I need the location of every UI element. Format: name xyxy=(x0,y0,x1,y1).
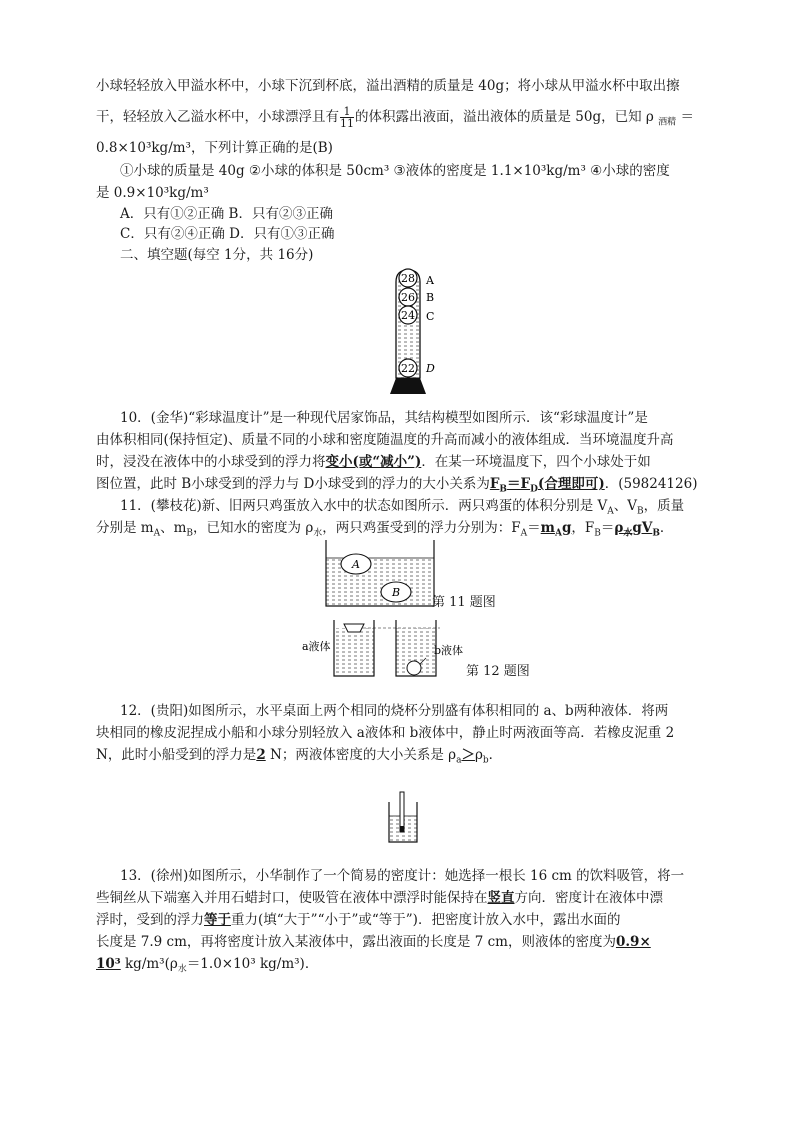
figure-eggs-in-water xyxy=(320,538,440,610)
answer-blank: 0.9× xyxy=(615,934,651,950)
subscript: B xyxy=(637,506,644,517)
copper-wire xyxy=(400,826,404,832)
ball-a-number: 28 xyxy=(401,272,415,285)
q10-line4-text: 图位置，此时 B小球受到的浮力与 D小球受到的浮力的大小关系为 xyxy=(96,476,490,492)
text: ，两只鸡蛋受到的浮力分别为：F xyxy=(322,520,521,536)
q11-line1-tail: ，质量 xyxy=(643,498,685,514)
text: ＝1.0×10³ kg/m³)． xyxy=(186,956,319,972)
text: 些铜丝从下端塞入并用石蜡封口，使吸管在液体中漂浮时能保持在 xyxy=(96,890,488,906)
subscript: 水 xyxy=(177,964,187,975)
subscript: B xyxy=(186,528,194,539)
q9-line2-text: 干，轻轻放入乙溢水杯中，小球漂浮且有 xyxy=(96,109,339,125)
q10-line4-text-b: ．(59824126) xyxy=(604,476,698,492)
q13-line5 xyxy=(96,954,318,980)
answer-blank: 2 xyxy=(256,747,266,763)
answer-blank: 竖直 xyxy=(487,890,515,906)
text: 方向．密度计在液体中漂 xyxy=(514,890,663,906)
label-b: B xyxy=(426,291,435,304)
q9-options-ab: A．只有①②正确 B．只有②③正确 xyxy=(120,206,333,222)
q10-line3 xyxy=(96,452,651,472)
figure-ball-thermometer xyxy=(380,268,450,398)
text: ＝ xyxy=(600,520,615,536)
subscript: 水 xyxy=(313,528,323,539)
text: N，此时小船受到的浮力是 xyxy=(96,747,257,763)
q13-line1: 13．(徐州)如图所示，小华制作了一个简易的密度计：她选择一根长 16 cm 的饮料吸管，将一 xyxy=(120,868,685,884)
label-a-liquid: a液体 xyxy=(302,640,331,653)
base xyxy=(390,378,426,394)
text: 重力(填“大于”“小于”或“等于”)．把密度计放入水中，露出水面的 xyxy=(231,912,621,928)
q11-line1-mid: 、V xyxy=(613,498,638,514)
label-b-liquid: b液体 xyxy=(434,644,464,657)
q11-line1-text: 11．(攀枝花)新、旧两只鸡蛋放入水中的状态如图所示．两只鸡蛋的体积分别是 V xyxy=(120,498,608,514)
answer-blank: ＞ xyxy=(461,747,475,763)
q9-line2-text-b: 的体积露出液面，溢出液体的质量是 50g，已知 ρ xyxy=(355,109,659,125)
section-heading: 二、填空题(每空 1分，共 16分) xyxy=(120,247,314,263)
answer-part: g xyxy=(561,520,572,536)
text: ρ xyxy=(474,747,483,763)
q13-line2 xyxy=(96,888,663,908)
q9-options-cd: C．只有②④正确 D．只有①③正确 xyxy=(120,226,335,242)
text: ． xyxy=(659,520,674,536)
q13-line4 xyxy=(96,932,651,952)
subscript: A xyxy=(554,528,562,539)
subscript: A xyxy=(520,528,528,539)
subscript: 水 xyxy=(623,528,633,539)
q12-line2: 块相同的橡皮泥捏成小船和小球分别轻放入 a液体和 b液体中，静止时两液面等高．若橡皮泥重 2 xyxy=(96,725,675,741)
answer-blank: 等于 xyxy=(204,912,231,928)
ball-c-number: 24 xyxy=(401,309,415,322)
liquid-a xyxy=(334,628,374,676)
subscript: b xyxy=(482,755,489,766)
text: kg/m³(ρ xyxy=(120,956,178,972)
text: ＝ xyxy=(527,520,541,536)
q9-line2 xyxy=(96,106,694,133)
q9-line1: 小球轻轻放入甲溢水杯中，小球下沉到杯底，溢出酒精的质量是 40g；将小球从甲溢水杯中取出擦 xyxy=(96,78,680,94)
figure-11-caption: 第 11 题图 xyxy=(432,595,496,610)
label-d: D xyxy=(426,362,435,375)
subscript: B xyxy=(499,484,508,495)
subscript: A xyxy=(607,506,614,517)
q9-line2-text-c: ＝ xyxy=(676,109,694,125)
q10-line3-text: 时，浸没在液体中的小球受到的浮力将 xyxy=(96,454,326,470)
answer-blank xyxy=(489,476,605,495)
label-a: A xyxy=(426,274,434,287)
answer-blank xyxy=(614,520,660,539)
answer-blank: 变小(或“减小”) xyxy=(325,454,422,470)
q12-line3 xyxy=(96,745,502,771)
text: 长度是 7.9 cm，再将密度计放入某液体中，露出液面的长度是 7 cm，则液体的密度为 xyxy=(96,934,616,950)
text: 浮时，受到的浮力 xyxy=(96,912,204,928)
text: ，F xyxy=(571,520,595,536)
boat xyxy=(344,624,364,632)
q9-statements: ①小球的质量是 40g ②小球的体积是 50cm³ ③液体的密度是 1.1×10³kg/m³ ④小球的密度 xyxy=(120,163,670,179)
q13-line3 xyxy=(96,910,620,930)
q9-line3: 0.8×10³kg/m³，下列计算正确的是(B) xyxy=(96,140,333,156)
ball-d-number: 22 xyxy=(401,362,415,375)
q10-line1: 10．(金华)“彩球温度计”是一种现代居家饰品，其结构模型如图所示．该“彩球温度计”是 xyxy=(120,410,648,426)
answer-part: F xyxy=(489,476,500,492)
text: ，已知水的密度为 ρ xyxy=(193,520,314,536)
fraction-denominator: 11 xyxy=(340,117,354,130)
figure-12-caption: 第 12 题图 xyxy=(466,664,530,679)
answer-part: (合理即可) xyxy=(537,476,605,492)
answer-part: ＝F xyxy=(507,476,531,492)
ball xyxy=(407,661,421,675)
answer-blank xyxy=(540,520,572,539)
q10-line3-text-b: ．在某一环境温度下，四个小球处于如 xyxy=(421,454,651,470)
q9-line5: 是 0.9×10³kg/m³ xyxy=(96,185,209,201)
text: N；两液体密度的大小关系是 ρ xyxy=(265,747,457,763)
figure-density-meter xyxy=(384,790,424,846)
q12-line1: 12．(贵阳)如图所示，水平桌面上两个相同的烧杯分别盛有体积相同的 a、b两种液体．将两 xyxy=(120,703,669,719)
fraction-numerator: 1 xyxy=(340,106,354,118)
subscript: 酒精 xyxy=(658,117,677,128)
egg-a-label: A xyxy=(352,558,360,571)
text: 分别是 m xyxy=(96,520,154,536)
subscript: B xyxy=(594,528,601,539)
subscript: D xyxy=(530,484,538,495)
answer-part: m xyxy=(540,520,555,536)
fraction xyxy=(340,106,354,129)
answer-part: ρ xyxy=(614,520,624,536)
subscript: B xyxy=(652,528,660,539)
text: 、m xyxy=(160,520,187,536)
answer-blank: 10³ xyxy=(96,956,121,972)
text: ． xyxy=(488,747,503,763)
egg-b-label: B xyxy=(391,586,401,599)
subscript: A xyxy=(153,528,161,539)
answer-part: gV xyxy=(632,520,653,536)
subscript: a xyxy=(456,755,462,766)
ball-b-number: 26 xyxy=(401,291,415,304)
label-c: C xyxy=(426,310,435,323)
q10-line2: 由体积相同(保持恒定)、质量不同的小球和密度随温度的升高而减小的液体组成．当环境温度升高 xyxy=(96,432,674,448)
